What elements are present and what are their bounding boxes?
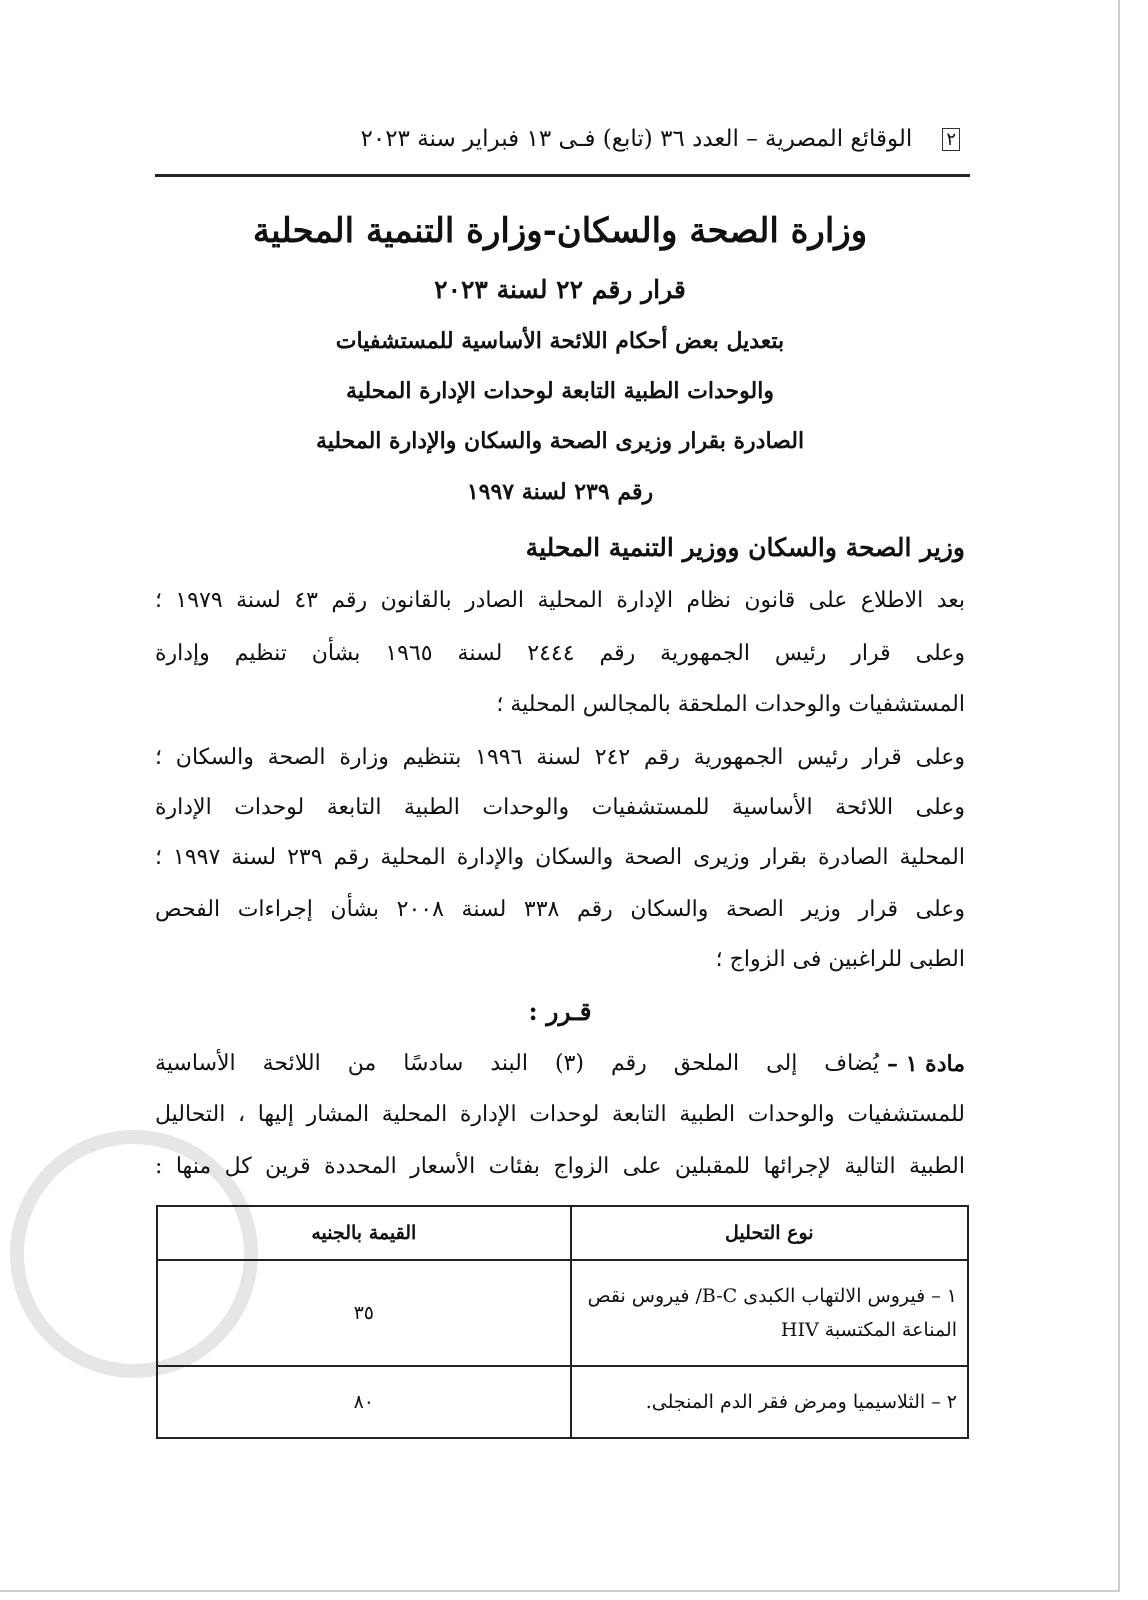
subject-line: الصادرة بقرار وزيرى الصحة والسكان والإدارة المحلية [315,428,805,454]
table-row [157,1366,968,1438]
article-1-first-line [155,1048,965,1080]
preamble-line: الطبى للراغبين فى الزواج ؛ [715,947,965,972]
column-header-price: القيمة بالجنيه [157,1206,571,1260]
price-cell: ٣٥ [157,1260,571,1366]
decision-number: قرار رقم ٢٢ لسنة ٢٠٢٣ [434,275,686,304]
decides-heading: قـرر : [528,997,592,1026]
subject-line: والوحدات الطبية التابعة لوحدات الإدارة المحلية [346,378,774,404]
running-header [260,126,960,152]
article-line: الطبية التالية لإجرائها للمقبلين على الزواج بفئات الأسعار المحددة قرين كل منها : [155,1154,965,1179]
subject-line: بتعديل بعض أحكام اللائحة الأساسية للمستشفيات [335,328,785,354]
article-label: مادة ١ – [887,1051,965,1077]
preamble-line: وعلى اللائحة الأساسية للمستشفيات والوحدات الطبية التابعة لوحدات الإدارة [155,795,965,820]
article-line: يُضاف إلى الملحق رقم (٣) البند سادسًا من اللائحة الأساسية [155,1051,880,1076]
issuer-heading: وزير الصحة والسكان ووزير التنمية المحلية [525,533,965,562]
test-type-cell: ٢ – الثلاسيميا ومرض فقر الدم المنجلى. [571,1366,968,1438]
page-number: ٢ [942,128,960,151]
table-row [157,1260,968,1366]
price-cell: ٨٠ [157,1366,571,1438]
test-type-cell: ١ – فيروس الالتهاب الكبدى B-C/ فيروس نقص المناعة المكتسبة HIV [571,1260,968,1366]
preamble-line: المحلية الصادرة بقرار وزيرى الصحة والسكان والإدارة المحلية رقم ٢٣٩ لسنة ١٩٩٧ ؛ [155,845,965,870]
ministry-title: وزارة الصحة والسكان-وزارة التنمية المحلية [252,211,868,251]
preamble-line: المستشفيات والوحدات الملحقة بالمجالس المحلية ؛ [496,692,965,717]
preamble-line: وعلى قرار رئيس الجمهورية رقم ٢٤٤٤ لسنة ١٩٦٥ بشأن تنظيم وإدارة [155,641,965,666]
subject-line: رقم ٢٣٩ لسنة ١٩٩٧ [466,479,654,505]
preamble-line: وعلى قرار وزير الصحة والسكان رقم ٣٣٨ لسنة ٢٠٠٨ بشأن إجراءات الفحص [155,897,966,922]
article-line: للمستشفيات والوحدات الطبية التابعة لوحدات الإدارة المحلية المشار إليها ، التحاليل [155,1102,965,1127]
header-rule [155,174,970,177]
preamble-line: بعد الاطلاع على قانون نظام الإدارة المحلية الصادر بالقانون رقم ٤٣ لسنة ١٩٧٩ ؛ [155,588,965,613]
tests-price-table [156,1205,969,1439]
column-header-test-type: نوع التحليل [571,1206,968,1260]
header-text: الوقائع المصرية – العدد ٣٦ (تابع) فـى ١٣ فبراير سنة ٢٠٢٣ [360,126,913,152]
preamble-line: وعلى قرار رئيس الجمهورية رقم ٢٤٢ لسنة ١٩٩٦ بتنظيم وزارة الصحة والسكان ؛ [155,745,965,770]
